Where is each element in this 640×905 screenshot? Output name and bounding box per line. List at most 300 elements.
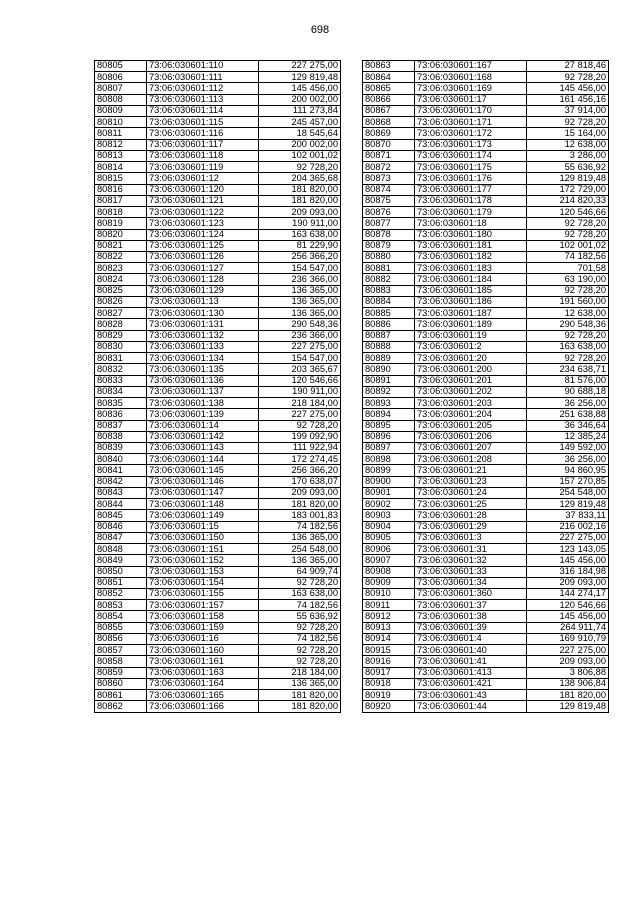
value-cell: 136 365,00 bbox=[259, 285, 341, 296]
cadastral-number-cell: 73:06:030601:25 bbox=[415, 499, 527, 510]
cadastral-number-cell: 73:06:030601:170 bbox=[415, 105, 527, 116]
value-cell: 92 728,20 bbox=[527, 229, 609, 240]
cadastral-number-cell: 73:06:030601:150 bbox=[147, 532, 259, 543]
cadastral-number-cell: 73:06:030601:143 bbox=[147, 442, 259, 453]
value-cell: 120 546,66 bbox=[259, 375, 341, 386]
cadastral-number-cell: 73:06:030601:127 bbox=[147, 263, 259, 274]
row-number-cell: 80817 bbox=[95, 195, 147, 206]
cadastral-number-cell: 73:06:030601:202 bbox=[415, 386, 527, 397]
row-number-cell: 80824 bbox=[95, 274, 147, 285]
value-cell: 701,58 bbox=[527, 263, 609, 274]
table-row bbox=[363, 454, 609, 465]
cadastral-number-cell: 73:06:030601:32 bbox=[415, 555, 527, 566]
row-number-cell: 80917 bbox=[363, 667, 415, 678]
value-cell: 92 728,20 bbox=[527, 218, 609, 229]
table-row bbox=[363, 105, 609, 116]
table-row bbox=[95, 251, 341, 262]
value-cell: 3 286,00 bbox=[527, 150, 609, 161]
cadastral-number-cell: 73:06:030601:158 bbox=[147, 611, 259, 622]
row-number-cell: 80910 bbox=[363, 589, 415, 600]
value-cell: 12 385,24 bbox=[527, 431, 609, 442]
cadastral-number-cell: 73:06:030601:174 bbox=[415, 150, 527, 161]
table-row bbox=[95, 94, 341, 105]
cadastral-number-cell: 73:06:030601:208 bbox=[415, 454, 527, 465]
table-row bbox=[95, 173, 341, 184]
value-cell: 190 911,00 bbox=[259, 218, 341, 229]
row-number-cell: 80867 bbox=[363, 105, 415, 116]
table-row bbox=[363, 600, 609, 611]
value-cell: 129 819,48 bbox=[527, 173, 609, 184]
table-row bbox=[363, 701, 609, 712]
table-row bbox=[363, 678, 609, 689]
cadastral-number-cell: 73:06:030601:181 bbox=[415, 240, 527, 251]
row-number-cell: 80899 bbox=[363, 465, 415, 476]
row-number-cell: 80875 bbox=[363, 195, 415, 206]
value-cell: 145 456,00 bbox=[527, 611, 609, 622]
row-number-cell: 80895 bbox=[363, 420, 415, 431]
row-number-cell: 80893 bbox=[363, 398, 415, 409]
row-number-cell: 80864 bbox=[363, 72, 415, 83]
value-cell: 149 592,00 bbox=[527, 442, 609, 453]
value-cell: 36 256,00 bbox=[527, 454, 609, 465]
table-row bbox=[363, 240, 609, 251]
row-number-cell: 80839 bbox=[95, 442, 147, 453]
row-number-cell: 80885 bbox=[363, 308, 415, 319]
value-cell: 251 638,88 bbox=[527, 409, 609, 420]
value-cell: 190 911,00 bbox=[259, 386, 341, 397]
table-row bbox=[363, 353, 609, 364]
table-row bbox=[363, 555, 609, 566]
table-row bbox=[363, 184, 609, 195]
table-row bbox=[95, 667, 341, 678]
row-number-cell: 80888 bbox=[363, 341, 415, 352]
cadastral-number-cell: 73:06:030601:15 bbox=[147, 521, 259, 532]
table-row bbox=[95, 690, 341, 701]
row-number-cell: 80859 bbox=[95, 667, 147, 678]
cadastral-number-cell: 73:06:030601:110 bbox=[147, 61, 259, 72]
cadastral-number-cell: 73:06:030601:413 bbox=[415, 667, 527, 678]
table-row bbox=[95, 61, 341, 72]
value-cell: 234 638,71 bbox=[527, 364, 609, 375]
table-row bbox=[363, 162, 609, 173]
cadastral-number-cell: 73:06:030601:134 bbox=[147, 353, 259, 364]
table-row bbox=[95, 544, 341, 555]
row-number-cell: 80818 bbox=[95, 207, 147, 218]
row-number-cell: 80845 bbox=[95, 510, 147, 521]
row-number-cell: 80892 bbox=[363, 386, 415, 397]
value-cell: 15 164,00 bbox=[527, 128, 609, 139]
cadastral-number-cell: 73:06:030601:184 bbox=[415, 274, 527, 285]
value-cell: 218 184,00 bbox=[259, 398, 341, 409]
value-cell: 218 184,00 bbox=[259, 667, 341, 678]
value-cell: 36 256,00 bbox=[527, 398, 609, 409]
row-number-cell: 80853 bbox=[95, 600, 147, 611]
table-row bbox=[95, 465, 341, 476]
value-cell: 200 002,00 bbox=[259, 139, 341, 150]
value-cell: 227 275,00 bbox=[259, 341, 341, 352]
row-number-cell: 80861 bbox=[95, 690, 147, 701]
row-number-cell: 80904 bbox=[363, 521, 415, 532]
row-number-cell: 80822 bbox=[95, 251, 147, 262]
value-cell: 90 688,18 bbox=[527, 386, 609, 397]
table-row bbox=[95, 499, 341, 510]
value-cell: 256 366,20 bbox=[259, 465, 341, 476]
value-cell: 37 833,11 bbox=[527, 510, 609, 521]
row-number-cell: 80810 bbox=[95, 117, 147, 128]
table-row bbox=[95, 510, 341, 521]
row-number-cell: 80809 bbox=[95, 105, 147, 116]
value-cell: 92 728,20 bbox=[259, 656, 341, 667]
cadastral-number-cell: 73:06:030601:136 bbox=[147, 375, 259, 386]
row-number-cell: 80834 bbox=[95, 386, 147, 397]
row-number-cell: 80815 bbox=[95, 173, 147, 184]
row-number-cell: 80828 bbox=[95, 319, 147, 330]
cadastral-number-cell: 73:06:030601:119 bbox=[147, 162, 259, 173]
value-cell: 74 182,56 bbox=[259, 633, 341, 644]
cadastral-number-cell: 73:06:030601:160 bbox=[147, 645, 259, 656]
cadastral-number-cell: 73:06:030601:114 bbox=[147, 105, 259, 116]
value-cell: 227 275,00 bbox=[527, 645, 609, 656]
value-cell: 120 546,66 bbox=[527, 600, 609, 611]
value-cell: 227 275,00 bbox=[527, 532, 609, 543]
value-cell: 92 728,20 bbox=[527, 117, 609, 128]
value-cell: 209 093,00 bbox=[527, 577, 609, 588]
cadastral-number-cell: 73:06:030601:113 bbox=[147, 94, 259, 105]
row-number-cell: 80806 bbox=[95, 72, 147, 83]
row-number-cell: 80847 bbox=[95, 532, 147, 543]
cadastral-number-cell: 73:06:030601:116 bbox=[147, 128, 259, 139]
table-row bbox=[95, 577, 341, 588]
value-cell: 136 365,00 bbox=[259, 308, 341, 319]
row-number-cell: 80920 bbox=[363, 701, 415, 712]
table-row bbox=[95, 150, 341, 161]
cadastral-number-cell: 73:06:030601:121 bbox=[147, 195, 259, 206]
table-row bbox=[363, 690, 609, 701]
row-number-cell: 80830 bbox=[95, 341, 147, 352]
cadastral-number-cell: 73:06:030601:21 bbox=[415, 465, 527, 476]
value-cell: 92 728,20 bbox=[259, 577, 341, 588]
table-row bbox=[363, 431, 609, 442]
table-row bbox=[363, 409, 609, 420]
value-cell: 136 365,00 bbox=[259, 555, 341, 566]
row-number-cell: 80825 bbox=[95, 285, 147, 296]
cadastral-number-cell: 73:06:030601:40 bbox=[415, 645, 527, 656]
value-cell: 290 548,36 bbox=[527, 319, 609, 330]
row-number-cell: 80866 bbox=[363, 94, 415, 105]
cadastral-number-cell: 73:06:030601:142 bbox=[147, 431, 259, 442]
value-cell: 172 729,00 bbox=[527, 184, 609, 195]
value-cell: 55 636,92 bbox=[527, 162, 609, 173]
table-row bbox=[363, 61, 609, 72]
row-number-cell: 80812 bbox=[95, 139, 147, 150]
row-number-cell: 80868 bbox=[363, 117, 415, 128]
table-row bbox=[363, 285, 609, 296]
row-number-cell: 80919 bbox=[363, 690, 415, 701]
table-row bbox=[363, 173, 609, 184]
row-number-cell: 80872 bbox=[363, 162, 415, 173]
cadastral-number-cell: 73:06:030601:39 bbox=[415, 622, 527, 633]
value-cell: 264 911,74 bbox=[527, 622, 609, 633]
left-table-body bbox=[95, 61, 341, 713]
table-row bbox=[95, 589, 341, 600]
row-number-cell: 80858 bbox=[95, 656, 147, 667]
table-row bbox=[363, 195, 609, 206]
value-cell: 18 545,64 bbox=[259, 128, 341, 139]
cadastral-number-cell: 73:06:030601:135 bbox=[147, 364, 259, 375]
cadastral-number-cell: 73:06:030601:155 bbox=[147, 589, 259, 600]
value-cell: 94 860,95 bbox=[527, 465, 609, 476]
table-row bbox=[95, 195, 341, 206]
table-row bbox=[95, 622, 341, 633]
row-number-cell: 80820 bbox=[95, 229, 147, 240]
row-number-cell: 80857 bbox=[95, 645, 147, 656]
row-number-cell: 80916 bbox=[363, 656, 415, 667]
value-cell: 227 275,00 bbox=[259, 409, 341, 420]
table-row bbox=[363, 207, 609, 218]
table-row bbox=[363, 72, 609, 83]
value-cell: 316 184,98 bbox=[527, 566, 609, 577]
value-cell: 27 818,46 bbox=[527, 61, 609, 72]
row-number-cell: 80807 bbox=[95, 83, 147, 94]
table-row bbox=[95, 139, 341, 150]
cadastral-number-cell: 73:06:030601:139 bbox=[147, 409, 259, 420]
row-number-cell: 80886 bbox=[363, 319, 415, 330]
table-row bbox=[95, 105, 341, 116]
table-row bbox=[95, 454, 341, 465]
table-row bbox=[95, 162, 341, 173]
table-row bbox=[95, 296, 341, 307]
cadastral-number-cell: 73:06:030601:16 bbox=[147, 633, 259, 644]
row-number-cell: 80887 bbox=[363, 330, 415, 341]
cadastral-number-cell: 73:06:030601:421 bbox=[415, 678, 527, 689]
row-number-cell: 80811 bbox=[95, 128, 147, 139]
value-cell: 209 093,00 bbox=[259, 207, 341, 218]
page-number: 698 bbox=[310, 24, 330, 36]
cadastral-number-cell: 73:06:030601:129 bbox=[147, 285, 259, 296]
row-number-cell: 80826 bbox=[95, 296, 147, 307]
cadastral-number-cell: 73:06:030601:38 bbox=[415, 611, 527, 622]
row-number-cell: 80911 bbox=[363, 600, 415, 611]
row-number-cell: 80913 bbox=[363, 622, 415, 633]
cadastral-number-cell: 73:06:030601:138 bbox=[147, 398, 259, 409]
cadastral-number-cell: 73:06:030601:144 bbox=[147, 454, 259, 465]
cadastral-number-cell: 73:06:030601:117 bbox=[147, 139, 259, 150]
value-cell: 92 728,20 bbox=[259, 622, 341, 633]
cadastral-number-cell: 73:06:030601:12 bbox=[147, 173, 259, 184]
table-row bbox=[363, 330, 609, 341]
cadastral-number-cell: 73:06:030601:3 bbox=[415, 532, 527, 543]
cadastral-number-cell: 73:06:030601:147 bbox=[147, 487, 259, 498]
value-cell: 138 906,84 bbox=[527, 678, 609, 689]
value-cell: 92 728,20 bbox=[259, 162, 341, 173]
value-cell: 123 143,05 bbox=[527, 544, 609, 555]
value-cell: 63 190,00 bbox=[527, 274, 609, 285]
table-row bbox=[95, 420, 341, 431]
value-cell: 245 457,00 bbox=[259, 117, 341, 128]
value-cell: 172 274,45 bbox=[259, 454, 341, 465]
table-row bbox=[95, 375, 341, 386]
row-number-cell: 80838 bbox=[95, 431, 147, 442]
value-cell: 12 638,00 bbox=[527, 308, 609, 319]
cadastral-number-cell: 73:06:030601:164 bbox=[147, 678, 259, 689]
row-number-cell: 80897 bbox=[363, 442, 415, 453]
value-cell: 55 636,92 bbox=[259, 611, 341, 622]
row-number-cell: 80884 bbox=[363, 296, 415, 307]
table-row bbox=[363, 364, 609, 375]
cadastral-number-cell: 73:06:030601:44 bbox=[415, 701, 527, 712]
value-cell: 256 366,20 bbox=[259, 251, 341, 262]
value-cell: 290 548,36 bbox=[259, 319, 341, 330]
cadastral-number-cell: 73:06:030601:23 bbox=[415, 476, 527, 487]
cadastral-number-cell: 73:06:030601:2 bbox=[415, 341, 527, 352]
cadastral-number-cell: 73:06:030601:133 bbox=[147, 341, 259, 352]
row-number-cell: 80918 bbox=[363, 678, 415, 689]
value-cell: 181 820,00 bbox=[259, 184, 341, 195]
value-cell: 12 638,00 bbox=[527, 139, 609, 150]
cadastral-number-cell: 73:06:030601:204 bbox=[415, 409, 527, 420]
row-number-cell: 80902 bbox=[363, 499, 415, 510]
value-cell: 154 547,00 bbox=[259, 263, 341, 274]
cadastral-number-cell: 73:06:030601:180 bbox=[415, 229, 527, 240]
cadastral-number-cell: 73:06:030601:175 bbox=[415, 162, 527, 173]
cadastral-number-cell: 73:06:030601:163 bbox=[147, 667, 259, 678]
row-number-cell: 80889 bbox=[363, 353, 415, 364]
table-row bbox=[363, 398, 609, 409]
row-number-cell: 80849 bbox=[95, 555, 147, 566]
row-number-cell: 80855 bbox=[95, 622, 147, 633]
row-number-cell: 80821 bbox=[95, 240, 147, 251]
row-number-cell: 80823 bbox=[95, 263, 147, 274]
table-row bbox=[363, 465, 609, 476]
row-number-cell: 80901 bbox=[363, 487, 415, 498]
row-number-cell: 80879 bbox=[363, 240, 415, 251]
row-number-cell: 80808 bbox=[95, 94, 147, 105]
row-number-cell: 80906 bbox=[363, 544, 415, 555]
value-cell: 120 546,66 bbox=[527, 207, 609, 218]
cadastral-number-cell: 73:06:030601:28 bbox=[415, 510, 527, 521]
cadastral-number-cell: 73:06:030601:201 bbox=[415, 375, 527, 386]
table-row bbox=[363, 667, 609, 678]
row-number-cell: 80873 bbox=[363, 173, 415, 184]
value-cell: 129 819,48 bbox=[527, 701, 609, 712]
table-row bbox=[363, 521, 609, 532]
cadastral-number-cell: 73:06:030601:124 bbox=[147, 229, 259, 240]
value-cell: 181 820,00 bbox=[259, 499, 341, 510]
row-number-cell: 80827 bbox=[95, 308, 147, 319]
table-row bbox=[363, 229, 609, 240]
table-row bbox=[95, 184, 341, 195]
table-row bbox=[363, 375, 609, 386]
value-cell: 181 820,00 bbox=[259, 690, 341, 701]
row-number-cell: 80870 bbox=[363, 139, 415, 150]
table-row bbox=[363, 386, 609, 397]
cadastral-number-cell: 73:06:030601:178 bbox=[415, 195, 527, 206]
row-number-cell: 80871 bbox=[363, 150, 415, 161]
row-number-cell: 80848 bbox=[95, 544, 147, 555]
row-number-cell: 80869 bbox=[363, 128, 415, 139]
value-cell: 157 270,85 bbox=[527, 476, 609, 487]
table-row bbox=[363, 487, 609, 498]
row-number-cell: 80837 bbox=[95, 420, 147, 431]
value-cell: 111 922,94 bbox=[259, 442, 341, 453]
table-row bbox=[363, 128, 609, 139]
table-row bbox=[363, 499, 609, 510]
table-row bbox=[363, 150, 609, 161]
table-row bbox=[363, 510, 609, 521]
cadastral-number-cell: 73:06:030601:177 bbox=[415, 184, 527, 195]
value-cell: 92 728,20 bbox=[259, 420, 341, 431]
value-cell: 236 366,00 bbox=[259, 274, 341, 285]
cadastral-number-cell: 73:06:030601:148 bbox=[147, 499, 259, 510]
row-number-cell: 80907 bbox=[363, 555, 415, 566]
row-number-cell: 80894 bbox=[363, 409, 415, 420]
cadastral-number-cell: 73:06:030601:111 bbox=[147, 72, 259, 83]
value-cell: 145 456,00 bbox=[527, 555, 609, 566]
cadastral-number-cell: 73:06:030601:161 bbox=[147, 656, 259, 667]
cadastral-number-cell: 73:06:030601:203 bbox=[415, 398, 527, 409]
row-number-cell: 80900 bbox=[363, 476, 415, 487]
table-row bbox=[95, 555, 341, 566]
row-number-cell: 80860 bbox=[95, 678, 147, 689]
cadastral-number-cell: 73:06:030601:173 bbox=[415, 139, 527, 150]
table-row bbox=[95, 72, 341, 83]
table-row bbox=[95, 566, 341, 577]
cadastral-number-cell: 73:06:030601:159 bbox=[147, 622, 259, 633]
cadastral-number-cell: 73:06:030601:137 bbox=[147, 386, 259, 397]
cadastral-number-cell: 73:06:030601:185 bbox=[415, 285, 527, 296]
table-row bbox=[363, 622, 609, 633]
cadastral-number-cell: 73:06:030601:120 bbox=[147, 184, 259, 195]
table-row bbox=[95, 263, 341, 274]
value-cell: 37 914,00 bbox=[527, 105, 609, 116]
row-number-cell: 80843 bbox=[95, 487, 147, 498]
value-cell: 129 819,48 bbox=[527, 499, 609, 510]
table-row bbox=[95, 117, 341, 128]
table-row bbox=[363, 83, 609, 94]
value-cell: 169 910,79 bbox=[527, 633, 609, 644]
cadastral-number-cell: 73:06:030601:186 bbox=[415, 296, 527, 307]
cadastral-number-cell: 73:06:030601:122 bbox=[147, 207, 259, 218]
cadastral-number-cell: 73:06:030601:33 bbox=[415, 566, 527, 577]
row-number-cell: 80862 bbox=[95, 701, 147, 712]
cadastral-number-cell: 73:06:030601:118 bbox=[147, 150, 259, 161]
cadastral-number-cell: 73:06:030601:128 bbox=[147, 274, 259, 285]
value-cell: 136 365,00 bbox=[259, 532, 341, 543]
value-cell: 3 806,88 bbox=[527, 667, 609, 678]
cadastral-number-cell: 73:06:030601:207 bbox=[415, 442, 527, 453]
row-number-cell: 80816 bbox=[95, 184, 147, 195]
row-number-cell: 80851 bbox=[95, 577, 147, 588]
row-number-cell: 80880 bbox=[363, 251, 415, 262]
value-cell: 163 638,00 bbox=[259, 589, 341, 600]
table-row bbox=[95, 656, 341, 667]
cadastral-number-cell: 73:06:030601:360 bbox=[415, 589, 527, 600]
row-number-cell: 80835 bbox=[95, 398, 147, 409]
value-cell: 227 275,00 bbox=[259, 61, 341, 72]
table-row bbox=[95, 207, 341, 218]
cadastral-number-cell: 73:06:030601:151 bbox=[147, 544, 259, 555]
value-cell: 74 182,56 bbox=[527, 251, 609, 262]
cadastral-number-cell: 73:06:030601:17 bbox=[415, 94, 527, 105]
row-number-cell: 80856 bbox=[95, 633, 147, 644]
value-cell: 200 002,00 bbox=[259, 94, 341, 105]
cadastral-number-cell: 73:06:030601:34 bbox=[415, 577, 527, 588]
value-cell: 181 820,00 bbox=[527, 690, 609, 701]
value-cell: 145 456,00 bbox=[259, 83, 341, 94]
cadastral-number-cell: 73:06:030601:123 bbox=[147, 218, 259, 229]
value-cell: 74 182,56 bbox=[259, 521, 341, 532]
value-cell: 145 456,00 bbox=[527, 83, 609, 94]
